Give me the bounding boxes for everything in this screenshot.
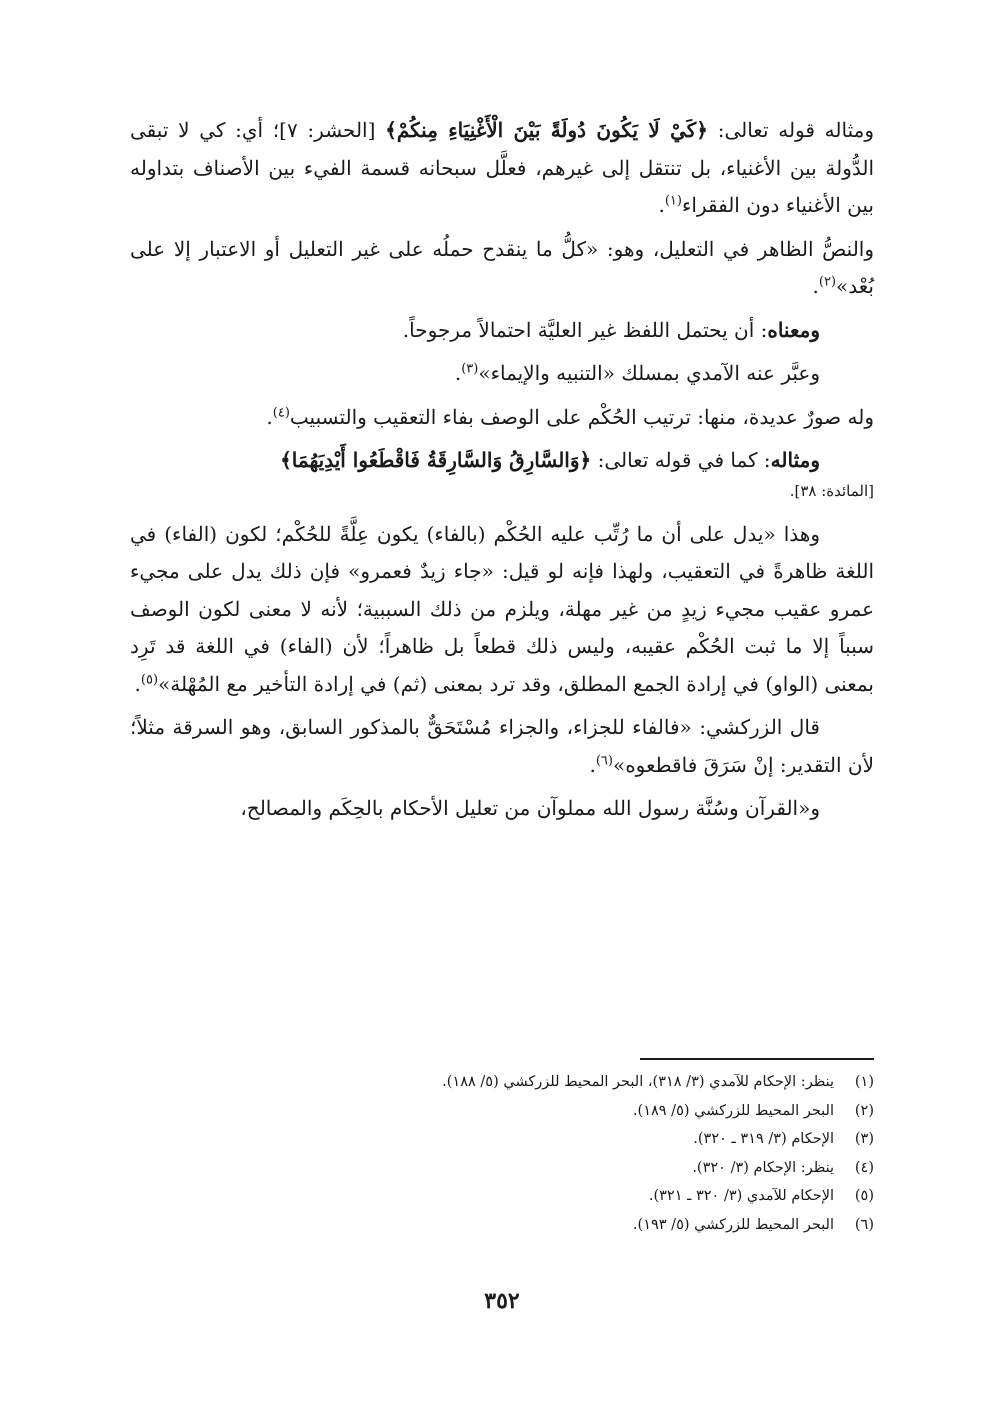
footnote-2: [130, 1097, 874, 1126]
footnote-ref-6[interactable]: (٦): [595, 752, 613, 768]
footnote-number: (٢): [854, 1102, 874, 1119]
paragraph-1: [130, 112, 874, 225]
paragraph-4-end: .: [454, 361, 462, 385]
quran-verse-maidah: ﴿وَالسَّارِقُ وَالسَّارِقَةُ فَاقْطَعُوا أَيْدِيَهُمَا﴾: [280, 448, 592, 472]
paragraph-2-text: والنصُّ الظاهر في التعليل، وهو: «كلُّ ما ينقدح حملُه على غير التعليل أو الاعتبار إلا على بُعْد»: [130, 236, 874, 298]
paragraph-5: [130, 399, 874, 437]
footnote-ref-1[interactable]: (١): [664, 193, 682, 209]
paragraph-3: [130, 312, 874, 350]
paragraph-1-text: ومثاله قوله تعالى:: [708, 118, 874, 142]
footnote-text: ينظر: الإحكام (٣/ ٣٢٠).: [692, 1159, 834, 1176]
term-example-label: ومثاله: [770, 448, 820, 472]
paragraph-4: [130, 355, 874, 393]
paragraph-8-end: .: [589, 752, 596, 777]
footnote-number: (٤): [854, 1159, 874, 1176]
footnote-text: البحر المحيط للزركشي (٥/ ١٩٣).: [632, 1216, 834, 1233]
footnotes-list: [130, 1068, 874, 1239]
footnote-text: الإحكام للآمدي (٣/ ٣٢٠ ـ ٣٢١).: [648, 1188, 834, 1204]
footnote-ref-5[interactable]: (٥): [140, 671, 159, 687]
paragraph-7-end: .: [134, 671, 141, 696]
footnote-5: [130, 1182, 874, 1211]
term-meaning-label: ومعناه: [767, 317, 820, 342]
paragraph-6-text: : كما في قوله تعالى:: [591, 448, 771, 472]
quran-verse-hashr: ﴿كَيْ لَا يَكُونَ دُولَةً بَيْنَ الْأَغْنِيَاءِ مِنكُمْ﴾: [385, 118, 708, 142]
paragraph-7: [130, 516, 874, 704]
paragraph-3-text: : أن يحتمل اللفظ غير العليَّة احتمالاً مرجوحاً.: [402, 317, 768, 342]
footnote-1: [130, 1068, 874, 1097]
paragraph-6: [130, 442, 874, 480]
footnote-text: الإحكام (٣/ ٣١٩ ـ ٣٢٠).: [693, 1131, 834, 1147]
footnote-6: [130, 1211, 874, 1240]
page-body: [130, 112, 874, 834]
footnote-number: (١): [854, 1074, 874, 1090]
footnote-ref-3[interactable]: (٣): [461, 361, 479, 377]
paragraph-5-end: .: [266, 404, 273, 429]
paragraph-7-text: وهذا «يدل على أن ما رُتِّب عليه الحُكْم (بالفاء) يكون عِلَّةً للحُكْم؛ لكون (الفاء) في اللغة ظاهرةً في التعقيب، ولهذا فإنه لو قيل: «جاء زيدٌ فعمرو» فإن ذلك يدل على مجيء عمرو عقيب مجيء زيدٍ من غير مهلة، ويلزم من ذلك السببية؛ لأنه لا معنى لكون الوصف سبباً إلا ما ثبت الحُكْم عقيبه، وليس ذلك قطعاً بل ظاهراً؛ لأن (الفاء) في اللغة قد تَرِد بمعنى (الواو) في إرادة الجمع المطلق، وقد ترد بمعنى (ثم) في إرادة التأخير مع المُهْلة»: [130, 521, 874, 696]
paragraph-9: [130, 790, 874, 828]
paragraph-8: [130, 709, 874, 784]
paragraph-9-text: و«القرآن وسُنَّة رسول الله مملوآن من تعليل الأحكام بالحِكَم والمصالح،: [240, 796, 820, 820]
footnote-text: البحر المحيط للزركشي (٥/ ١٨٩).: [632, 1102, 834, 1119]
verse-reference-maidah: [المائدة: ٣٨].: [789, 481, 874, 500]
paragraph-1-end: .: [658, 193, 665, 217]
paragraph-5-text: وله صورٌ عديدة، منها: ترتيب الحُكْم على الوصف بفاء التعقيب والتسبيب: [289, 404, 874, 429]
footnote-separator: [640, 1058, 874, 1060]
footnote-text: ينظر: الإحكام للآمدي (٣/ ٣١٨)، البحر المحيط للزركشي (٥/ ١٨٨).: [442, 1074, 834, 1090]
footnote-number: (٣): [854, 1131, 874, 1147]
footnote-3: [130, 1125, 874, 1154]
footnote-ref-2[interactable]: (٢): [818, 274, 837, 290]
footnote-4: [130, 1154, 874, 1183]
footnote-number: (٦): [854, 1216, 874, 1233]
footnote-ref-4[interactable]: (٤): [272, 404, 290, 420]
footnote-number: (٥): [854, 1188, 874, 1204]
paragraph-4-text: وعبَّر عنه الآمدي بمسلك «التنبيه والإيماء»: [478, 361, 820, 385]
paragraph-8-text: قال الزركشي: «فالفاء للجزاء، والجزاء مُسْتَحَقٌّ بالمذكور السابق، وهو السرقة مثلاً؛ لأن التقدير: إنْ سَرَقَ فاقطعوه»: [130, 715, 874, 777]
paragraph-2: [130, 231, 874, 306]
paragraph-2-end: .: [812, 274, 819, 298]
page-number: ٣٥٢: [484, 1288, 520, 1314]
paragraph-1-text-cont: [الحشر: ٧]؛ أي: كي لا تبقى الدُّولة بين الأغنياء، بل تنتقل إلى غيرهم، فعلَّل سبحانه قسمة الفيء بين الأصناف بتداوله بين الأغنياء دون الفقراء: [130, 118, 875, 217]
